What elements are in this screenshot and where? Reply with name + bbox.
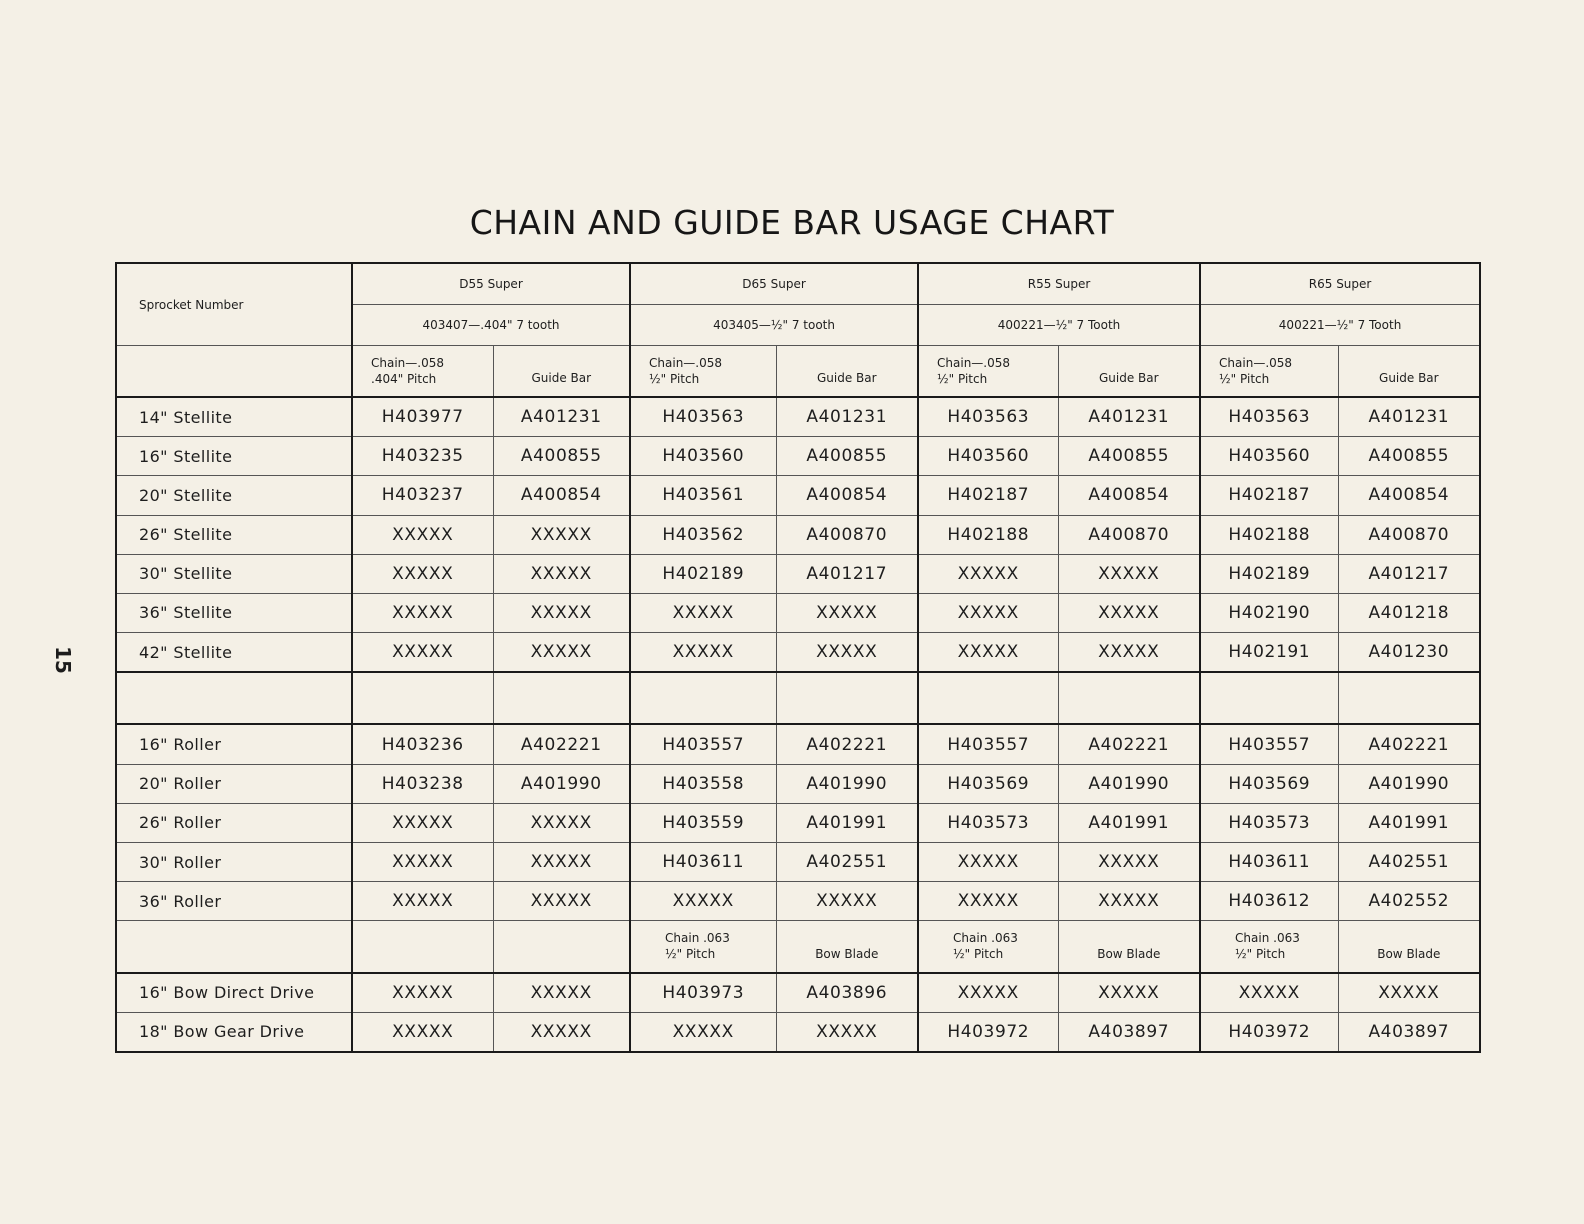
- blank-cell: [1200, 672, 1338, 724]
- chain-part-cell: H403562: [630, 515, 776, 554]
- chain-spec-line1: Chain .063: [953, 931, 1018, 946]
- bar-header-d55: Guide Bar: [493, 346, 630, 398]
- blank-cell: [630, 672, 776, 724]
- chain-part-cell: H403611: [1200, 843, 1338, 882]
- bar-part-cell: XXXXX: [493, 515, 630, 554]
- chain-spec-line1: Chain—.058: [937, 356, 1011, 370]
- chain-part-cell: H403563: [1200, 397, 1338, 437]
- chain-spec-line2: ½" Pitch: [665, 947, 716, 962]
- chain-part-cell: XXXXX: [630, 882, 776, 921]
- bar-part-cell: A401991: [1058, 803, 1200, 842]
- bar-part-cell: A401230: [1338, 633, 1480, 673]
- bow-chain-header-r55: [918, 921, 1058, 973]
- table-row: [116, 515, 1480, 554]
- bar-part-cell: A400870: [1338, 515, 1480, 554]
- bar-part-cell: XXXXX: [493, 843, 630, 882]
- roller-section: [116, 724, 1480, 920]
- blank-cell: [1058, 672, 1200, 724]
- chain-part-cell: H403557: [918, 724, 1058, 764]
- chain-part-cell: XXXXX: [918, 973, 1058, 1013]
- table-row: [116, 554, 1480, 593]
- blank-cell: [352, 672, 493, 724]
- row-label: 16" Stellite: [116, 437, 352, 476]
- chain-part-cell: H402189: [1200, 554, 1338, 593]
- bar-part-cell: XXXXX: [776, 593, 918, 632]
- table-row: [116, 437, 1480, 476]
- row-label: 16" Roller: [116, 724, 352, 764]
- chain-spec-line2: ½" Pitch: [937, 372, 988, 386]
- chain-spec-line1: Chain—.058: [1219, 356, 1293, 370]
- chain-part-cell: H403573: [1200, 803, 1338, 842]
- chain-part-cell: H403563: [630, 397, 776, 437]
- row-label: 20" Roller: [116, 764, 352, 803]
- chain-part-cell: XXXXX: [630, 633, 776, 673]
- bar-part-cell: A401990: [493, 764, 630, 803]
- table-row: [116, 397, 1480, 437]
- chain-part-cell: H403236: [352, 724, 493, 764]
- sprocket-r55: 400221—½" 7 Tooth: [918, 305, 1200, 346]
- bar-part-cell: A402551: [1338, 843, 1480, 882]
- chain-part-cell: H403235: [352, 437, 493, 476]
- usage-chart-table: [115, 262, 1481, 1053]
- row-label: 20" Stellite: [116, 476, 352, 515]
- chain-part-cell: XXXXX: [918, 593, 1058, 632]
- table-row: [116, 843, 1480, 882]
- bar-part-cell: A401218: [1338, 593, 1480, 632]
- bar-part-cell: A402552: [1338, 882, 1480, 921]
- chain-spec-line2: ½" Pitch: [953, 947, 1004, 962]
- bar-part-cell: XXXXX: [1338, 973, 1480, 1013]
- bar-part-cell: XXXXX: [493, 882, 630, 921]
- bar-part-cell: XXXXX: [493, 1012, 630, 1052]
- bar-header-r65: Guide Bar: [1338, 346, 1480, 398]
- chain-spec-line2: ½" Pitch: [649, 372, 700, 386]
- chain-part-cell: XXXXX: [352, 882, 493, 921]
- bar-part-cell: A400855: [493, 437, 630, 476]
- bar-part-cell: XXXXX: [776, 633, 918, 673]
- chain-spec-line1: Chain .063: [665, 931, 730, 946]
- model-header-d65: D65 Super: [630, 263, 918, 305]
- page-number: 15: [50, 646, 75, 674]
- table-row: [116, 593, 1480, 632]
- bar-part-cell: XXXXX: [1058, 554, 1200, 593]
- chain-part-cell: H403573: [918, 803, 1058, 842]
- bow-section: [116, 973, 1480, 1052]
- sprocket-r65: 400221—½" 7 Tooth: [1200, 305, 1480, 346]
- chain-part-cell: H402189: [630, 554, 776, 593]
- chain-part-cell: H403237: [352, 476, 493, 515]
- model-header-r55: R55 Super: [918, 263, 1200, 305]
- blank-cell: [116, 672, 352, 724]
- bar-part-cell: A401217: [1338, 554, 1480, 593]
- bow-blade-header-d65: Bow Blade: [776, 921, 918, 973]
- chain-part-cell: H402188: [1200, 515, 1338, 554]
- bar-header-d65: Guide Bar: [776, 346, 918, 398]
- bar-part-cell: A401231: [1058, 397, 1200, 437]
- bar-part-cell: A400870: [1058, 515, 1200, 554]
- chain-part-cell: H403972: [918, 1012, 1058, 1052]
- row-label: 14" Stellite: [116, 397, 352, 437]
- page-title: CHAIN AND GUIDE BAR USAGE CHART: [469, 203, 1115, 242]
- chain-spec-line2: ½" Pitch: [1219, 372, 1270, 386]
- bar-part-cell: A403897: [1058, 1012, 1200, 1052]
- table-row: [116, 633, 1480, 673]
- bar-part-cell: XXXXX: [1058, 973, 1200, 1013]
- chain-part-cell: H402191: [1200, 633, 1338, 673]
- chain-part-cell: XXXXX: [352, 633, 493, 673]
- chain-part-cell: H402187: [1200, 476, 1338, 515]
- chain-header-r65: [1200, 346, 1338, 398]
- bow-chain-header-d65: [630, 921, 776, 973]
- bar-part-cell: A400855: [776, 437, 918, 476]
- chain-part-cell: H403569: [918, 764, 1058, 803]
- bar-part-cell: A400854: [493, 476, 630, 515]
- chain-part-cell: XXXXX: [352, 803, 493, 842]
- chain-part-cell: H403560: [1200, 437, 1338, 476]
- chain-part-cell: H403558: [630, 764, 776, 803]
- bar-part-cell: A400855: [1058, 437, 1200, 476]
- chain-part-cell: H403560: [630, 437, 776, 476]
- blank-cell: [918, 672, 1058, 724]
- bar-part-cell: XXXXX: [1058, 882, 1200, 921]
- bow-sub-header-section: [116, 921, 1480, 973]
- bar-part-cell: A401231: [493, 397, 630, 437]
- chain-header-d65: [630, 346, 776, 398]
- bow-chain-header-r65: [1200, 921, 1338, 973]
- bar-part-cell: XXXXX: [493, 803, 630, 842]
- chain-part-cell: H403557: [630, 724, 776, 764]
- chain-part-cell: XXXXX: [352, 1012, 493, 1052]
- bar-part-cell: A400854: [1338, 476, 1480, 515]
- bar-part-cell: A401991: [776, 803, 918, 842]
- bar-part-cell: A403896: [776, 973, 918, 1013]
- chain-part-cell: H403612: [1200, 882, 1338, 921]
- blank-cell: [493, 672, 630, 724]
- chain-spec-line1: Chain—.058: [649, 356, 723, 370]
- chain-part-cell: H403557: [1200, 724, 1338, 764]
- table-row: [116, 724, 1480, 764]
- row-label: 26" Roller: [116, 803, 352, 842]
- bar-part-cell: A402551: [776, 843, 918, 882]
- table-row: [116, 1012, 1480, 1052]
- chain-spec-line2: ½" Pitch: [1235, 947, 1286, 962]
- bar-part-cell: XXXXX: [493, 633, 630, 673]
- bow-blade-header-r65: Bow Blade: [1338, 921, 1480, 973]
- chain-part-cell: H403560: [918, 437, 1058, 476]
- blank-cell: [1338, 672, 1480, 724]
- blank-section: [116, 672, 1480, 724]
- chain-part-cell: H403561: [630, 476, 776, 515]
- chain-spec-line1: Chain—.058: [371, 356, 444, 370]
- row-label: 30" Stellite: [116, 554, 352, 593]
- chain-part-cell: XXXXX: [352, 593, 493, 632]
- row-label: 26" Stellite: [116, 515, 352, 554]
- model-header-d55: D55 Super: [352, 263, 630, 305]
- bar-part-cell: A402221: [493, 724, 630, 764]
- chain-spec-line2: .404" Pitch: [371, 372, 437, 386]
- chain-part-cell: H403972: [1200, 1012, 1338, 1052]
- chain-part-cell: XXXXX: [352, 843, 493, 882]
- bar-part-cell: XXXXX: [776, 882, 918, 921]
- bar-part-cell: A403897: [1338, 1012, 1480, 1052]
- sprocket-d55: 403407—.404" 7 tooth: [352, 305, 630, 346]
- bar-part-cell: XXXXX: [1058, 593, 1200, 632]
- bar-part-cell: A402221: [1338, 724, 1480, 764]
- chain-part-cell: H402188: [918, 515, 1058, 554]
- stellite-section: [116, 397, 1480, 672]
- sprocket-number-header: Sprocket Number: [116, 263, 352, 346]
- bar-part-cell: A400870: [776, 515, 918, 554]
- chain-part-cell: XXXXX: [352, 515, 493, 554]
- bar-part-cell: A401231: [776, 397, 918, 437]
- chain-part-cell: H402190: [1200, 593, 1338, 632]
- chain-spec-line1: Chain .063: [1235, 931, 1300, 946]
- blank-cell: [776, 672, 918, 724]
- bar-part-cell: A400854: [776, 476, 918, 515]
- chain-part-cell: XXXXX: [630, 1012, 776, 1052]
- bar-part-cell: XXXXX: [493, 593, 630, 632]
- chain-part-cell: XXXXX: [352, 973, 493, 1013]
- table-row: [116, 764, 1480, 803]
- bar-part-cell: A401990: [776, 764, 918, 803]
- bar-part-cell: A401990: [1058, 764, 1200, 803]
- bar-part-cell: A400854: [1058, 476, 1200, 515]
- bar-part-cell: A401990: [1338, 764, 1480, 803]
- bar-part-cell: A402221: [776, 724, 918, 764]
- chain-part-cell: H403973: [630, 973, 776, 1013]
- chain-part-cell: H403611: [630, 843, 776, 882]
- chain-part-cell: H403238: [352, 764, 493, 803]
- row-label: 36" Roller: [116, 882, 352, 921]
- chain-header-d55: [352, 346, 493, 398]
- row-label: 36" Stellite: [116, 593, 352, 632]
- chain-part-cell: H403977: [352, 397, 493, 437]
- chain-part-cell: XXXXX: [352, 554, 493, 593]
- bar-part-cell: XXXXX: [776, 1012, 918, 1052]
- table-row: [116, 882, 1480, 921]
- chain-part-cell: XXXXX: [918, 843, 1058, 882]
- chain-part-cell: XXXXX: [918, 882, 1058, 921]
- sprocket-d65: 403405—½" 7 tooth: [630, 305, 918, 346]
- chain-part-cell: XXXXX: [918, 554, 1058, 593]
- blank-cell: [493, 921, 630, 973]
- row-label: 18" Bow Gear Drive: [116, 1012, 352, 1052]
- table-row: [116, 803, 1480, 842]
- chain-part-cell: XXXXX: [1200, 973, 1338, 1013]
- blank-cell: [116, 921, 352, 973]
- sub-header-blank: [116, 346, 352, 398]
- bar-part-cell: A402221: [1058, 724, 1200, 764]
- bar-part-cell: XXXXX: [1058, 843, 1200, 882]
- bar-part-cell: A401991: [1338, 803, 1480, 842]
- chain-part-cell: H403559: [630, 803, 776, 842]
- bar-part-cell: XXXXX: [493, 973, 630, 1013]
- row-label: 16" Bow Direct Drive: [116, 973, 352, 1013]
- chain-part-cell: XXXXX: [630, 593, 776, 632]
- chain-part-cell: XXXXX: [918, 633, 1058, 673]
- row-label: 42" Stellite: [116, 633, 352, 673]
- table-row: [116, 476, 1480, 515]
- row-label: 30" Roller: [116, 843, 352, 882]
- chain-part-cell: H402187: [918, 476, 1058, 515]
- bar-part-cell: A401217: [776, 554, 918, 593]
- chain-header-r55: [918, 346, 1058, 398]
- bar-header-r55: Guide Bar: [1058, 346, 1200, 398]
- bar-part-cell: XXXXX: [1058, 633, 1200, 673]
- model-header-r65: R65 Super: [1200, 263, 1480, 305]
- blank-cell: [352, 921, 493, 973]
- bar-part-cell: A400855: [1338, 437, 1480, 476]
- chain-part-cell: H403569: [1200, 764, 1338, 803]
- chain-part-cell: H403563: [918, 397, 1058, 437]
- table-row: [116, 973, 1480, 1013]
- bar-part-cell: A401231: [1338, 397, 1480, 437]
- bar-part-cell: XXXXX: [493, 554, 630, 593]
- bow-blade-header-r55: Bow Blade: [1058, 921, 1200, 973]
